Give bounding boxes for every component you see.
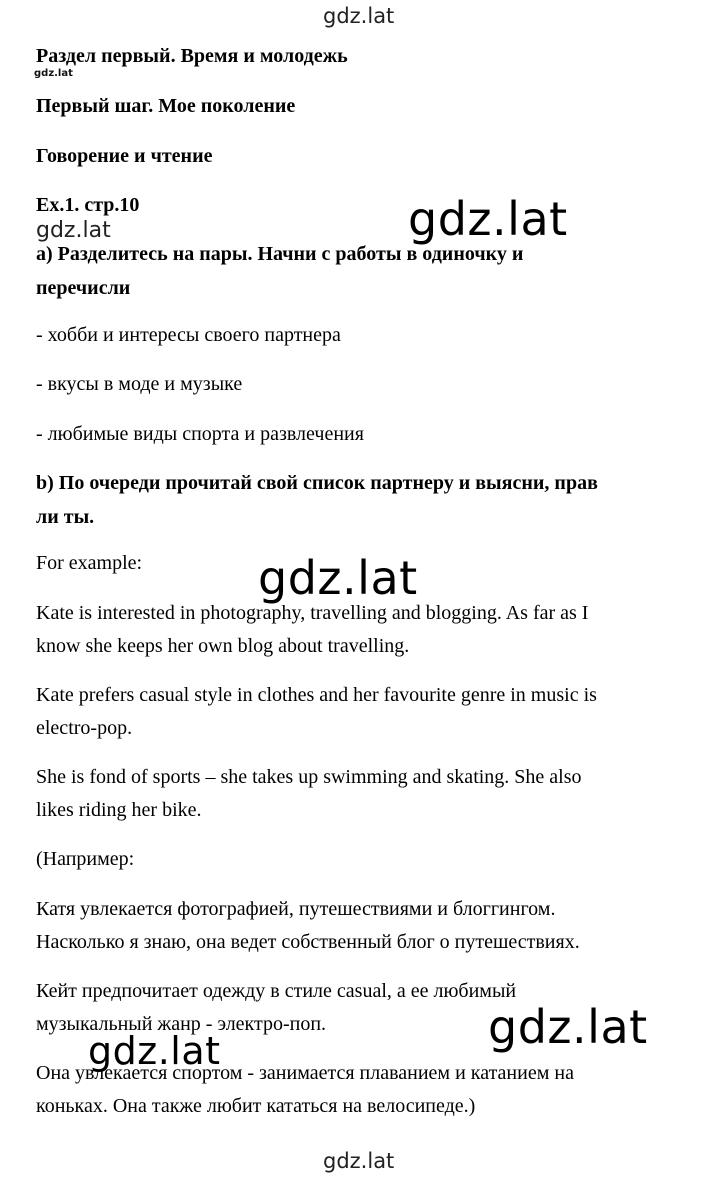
task-a-line-1: а) Разделитесь на пары. Начни с работы в одиночку и	[36, 243, 524, 265]
example-intro-ru: (Например:	[36, 848, 135, 870]
answer-ru-p3-line-1: Она увлекается спортом - занимается плаванием и катанием на	[36, 1062, 574, 1084]
answer-en-p2-line-1: Kate prefers casual style in clothes and her favourite genre in music is	[36, 684, 597, 706]
watermark-big-4: gdz.lat	[88, 1029, 221, 1073]
task-a-item: - любимые виды спорта и развлечения	[36, 423, 364, 445]
task-a-item: - вкусы в моде и музыке	[36, 373, 243, 395]
answer-ru-p1-line-2: Насколько я знаю, она ведет собственный блог о путешествиях.	[36, 931, 580, 953]
answer-en-p1-line-2: know she keeps her own blog about travelling.	[36, 635, 410, 657]
answer-en-p1-line-1: Kate is interested in photography, travelling and blogging. As far as I	[36, 602, 589, 624]
watermark-big-1: gdz.lat	[408, 192, 568, 246]
watermark-big-2: gdz.lat	[258, 551, 418, 605]
exercise-heading: Ex.1. стр.10	[36, 194, 140, 216]
example-intro-en: For example:	[36, 552, 143, 574]
step-heading: Первый шаг. Мое поколение	[36, 95, 296, 117]
watermark-tiny: gdz.lat	[34, 68, 73, 79]
answer-en-p3-line-2: likes riding her bike.	[36, 799, 202, 821]
topic-heading: Говорение и чтение	[36, 145, 213, 167]
task-a-line-2: перечисли	[36, 277, 131, 299]
section-heading: Раздел первый. Время и молодежь	[36, 45, 348, 67]
answer-en-p3-line-1: She is fond of sports – she takes up swimming and skating. She also	[36, 766, 582, 788]
answer-en-p2-line-2: electro-pop.	[36, 717, 133, 739]
answer-ru-p2-line-2: музыкальный жанр - электро-поп.	[36, 1013, 327, 1035]
answer-ru-p2-line-1: Кейт предпочитает одежду в стиле casual, а ее любимый	[36, 980, 517, 1002]
watermark-bottom: gdz.lat	[323, 1149, 395, 1173]
watermark-top: gdz.lat	[323, 4, 395, 28]
answer-ru-p1-line-1: Катя увлекается фотографией, путешествиями и блоггингом.	[36, 898, 556, 920]
watermark-big-3: gdz.lat	[488, 1000, 648, 1054]
answer-ru-p3-line-2: коньках. Она также любит кататься на велосипеде.)	[36, 1095, 476, 1117]
watermark-left-small: gdz.lat	[36, 218, 111, 243]
task-b-line-1: b) По очереди прочитай свой список партнеру и выясни, прав	[36, 472, 598, 494]
task-b-line-2: ли ты.	[36, 506, 95, 528]
task-a-item: - хобби и интересы своего партнера	[36, 324, 341, 346]
